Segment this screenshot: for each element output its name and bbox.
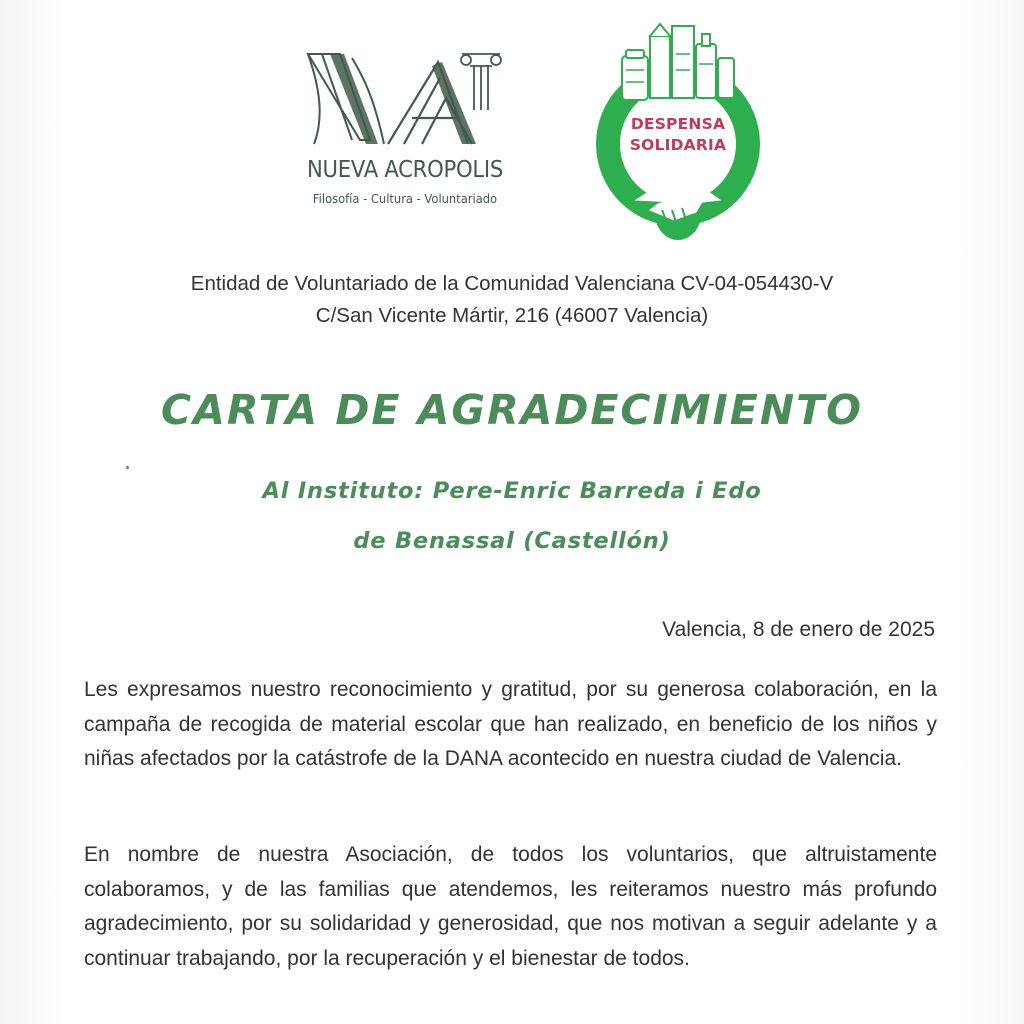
scan-speck [126, 466, 129, 469]
recipient-line-2: de Benassal (Castellón) [353, 528, 671, 554]
letter-title: CARTA DE AGRADECIMIENTO [161, 386, 863, 434]
nueva-acropolis-emblem-icon [300, 48, 510, 158]
nueva-acropolis-name: NUEVA ACROPOLIS [307, 157, 503, 183]
despensa-solidaria-label [608, 114, 748, 156]
despensa-label-line1: DESPENSA [630, 115, 726, 133]
entity-registration-line: Entidad de Voluntariado de la Comunidad Valenciana CV-04-054430-V [190, 272, 834, 295]
recipient-line-1: Al Instituto: Pere-Enric Barreda i Edo [262, 478, 762, 504]
nueva-acropolis-tagline: Filosofía - Cultura - Voluntariado [312, 191, 498, 206]
body-paragraph-1: Les expresamos nuestro reconocimiento y gratitud, por su generosa colaboración, en la campaña de recogida de material escolar que han realizado, en beneficio de los niños y niñas afectados por la catástrofe de la DANA acontecido en nuestra ciudad de Valencia. [84, 678, 937, 770]
despensa-solidaria-logo [578, 14, 778, 259]
letter-date: Valencia, 8 de enero de 2025 [662, 618, 935, 641]
nueva-acropolis-logo [285, 40, 525, 215]
entity-address-line: C/San Vicente Mártir, 216 (46007 Valencia) [315, 304, 709, 327]
despensa-label-line2: SOLIDARIA [629, 136, 727, 154]
body-paragraph-2: En nombre de nuestra Asociación, de todos los voluntarios, que altruistamente colaboramos, y de las familias que atendemos, les reiteramos nuestro más profundo agradecimiento, por su solidaridad y generosidad, que nos motivan a seguir adelante y a continuar trabajando, por la recuperación y el bienestar de todos. [84, 843, 937, 970]
